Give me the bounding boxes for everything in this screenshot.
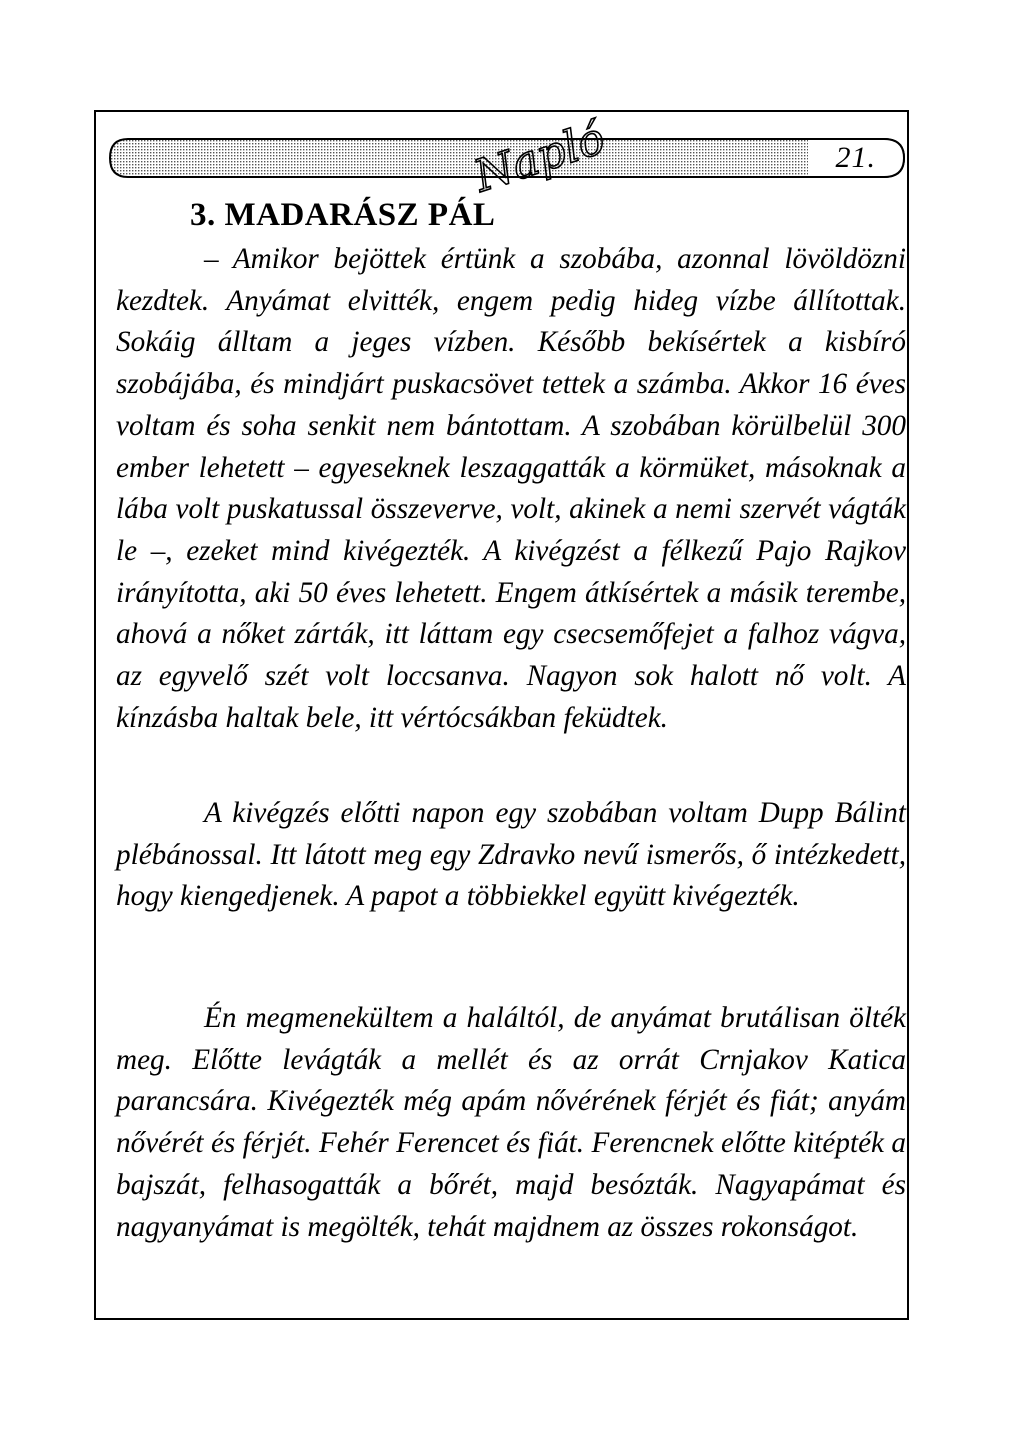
paragraph-1: – Amikor bejöttek értünk a szobába, azonnal lövöldözni kezdtek. Anyámat elvitték, engem pedig hideg vízbe állítottak. Sokáig álltam a jeges vízben. Később bekísértek a kisbíró szobájába, és mindjárt puskacsövet tettek a számba. Akkor 16 éves voltam és soha senkit nem bántottam. A szobában körülbelül 300 ember lehetett – egyeseknek leszaggatták a körmüket, másoknak a lába volt puskatussal összeverve, volt, akinek a nemi szervét vágták le –, ezeket mind kivégezték. A kivégzést a félkezű Pajo Rajkov irányította, aki 50 éves lehetett. Engem átkísértek a másik terembe, ahová a nőket zárták, itt láttam egy csecsemőfejet a falhoz vágva, az egyvelő szét volt loccsanva. Nagyon sok halott nő volt. A kínzásba haltak bele, itt vértócsákban feküdtek. <box>116 243 906 734</box>
paragraph-3: Én megmenekültem a haláltól, de anyámat brutálisan ölték meg. Előtte levágták a mellét és az orrát Crnjakov Katica parancsára. Kivégezték még apám nővérének férjét és fiát; anyám nővérét és férjét. Fehér Ferencet és fiát. Ferencnek előtte kitépték a bajszát, felhasogatták a bőrét, majd besózták. Nagyapámat és nagyanyámat is megölték, tehát majdnem az összes rokonságot. <box>116 1002 906 1243</box>
section-title: 3. MADARÁSZ PÁL <box>190 197 496 233</box>
paragraph-2: A kivégzés előtti napon egy szobában voltam Dupp Bálint plébánossal. Itt látott meg egy Zdravko nevű ismerős, ő intézkedett, hogy kiengedjenek. A papot a többiekkel együtt kivégezték. <box>116 797 906 913</box>
page-number: 21. <box>835 141 876 174</box>
logo-text: Napló <box>468 112 612 203</box>
naplo-logo <box>455 108 612 203</box>
